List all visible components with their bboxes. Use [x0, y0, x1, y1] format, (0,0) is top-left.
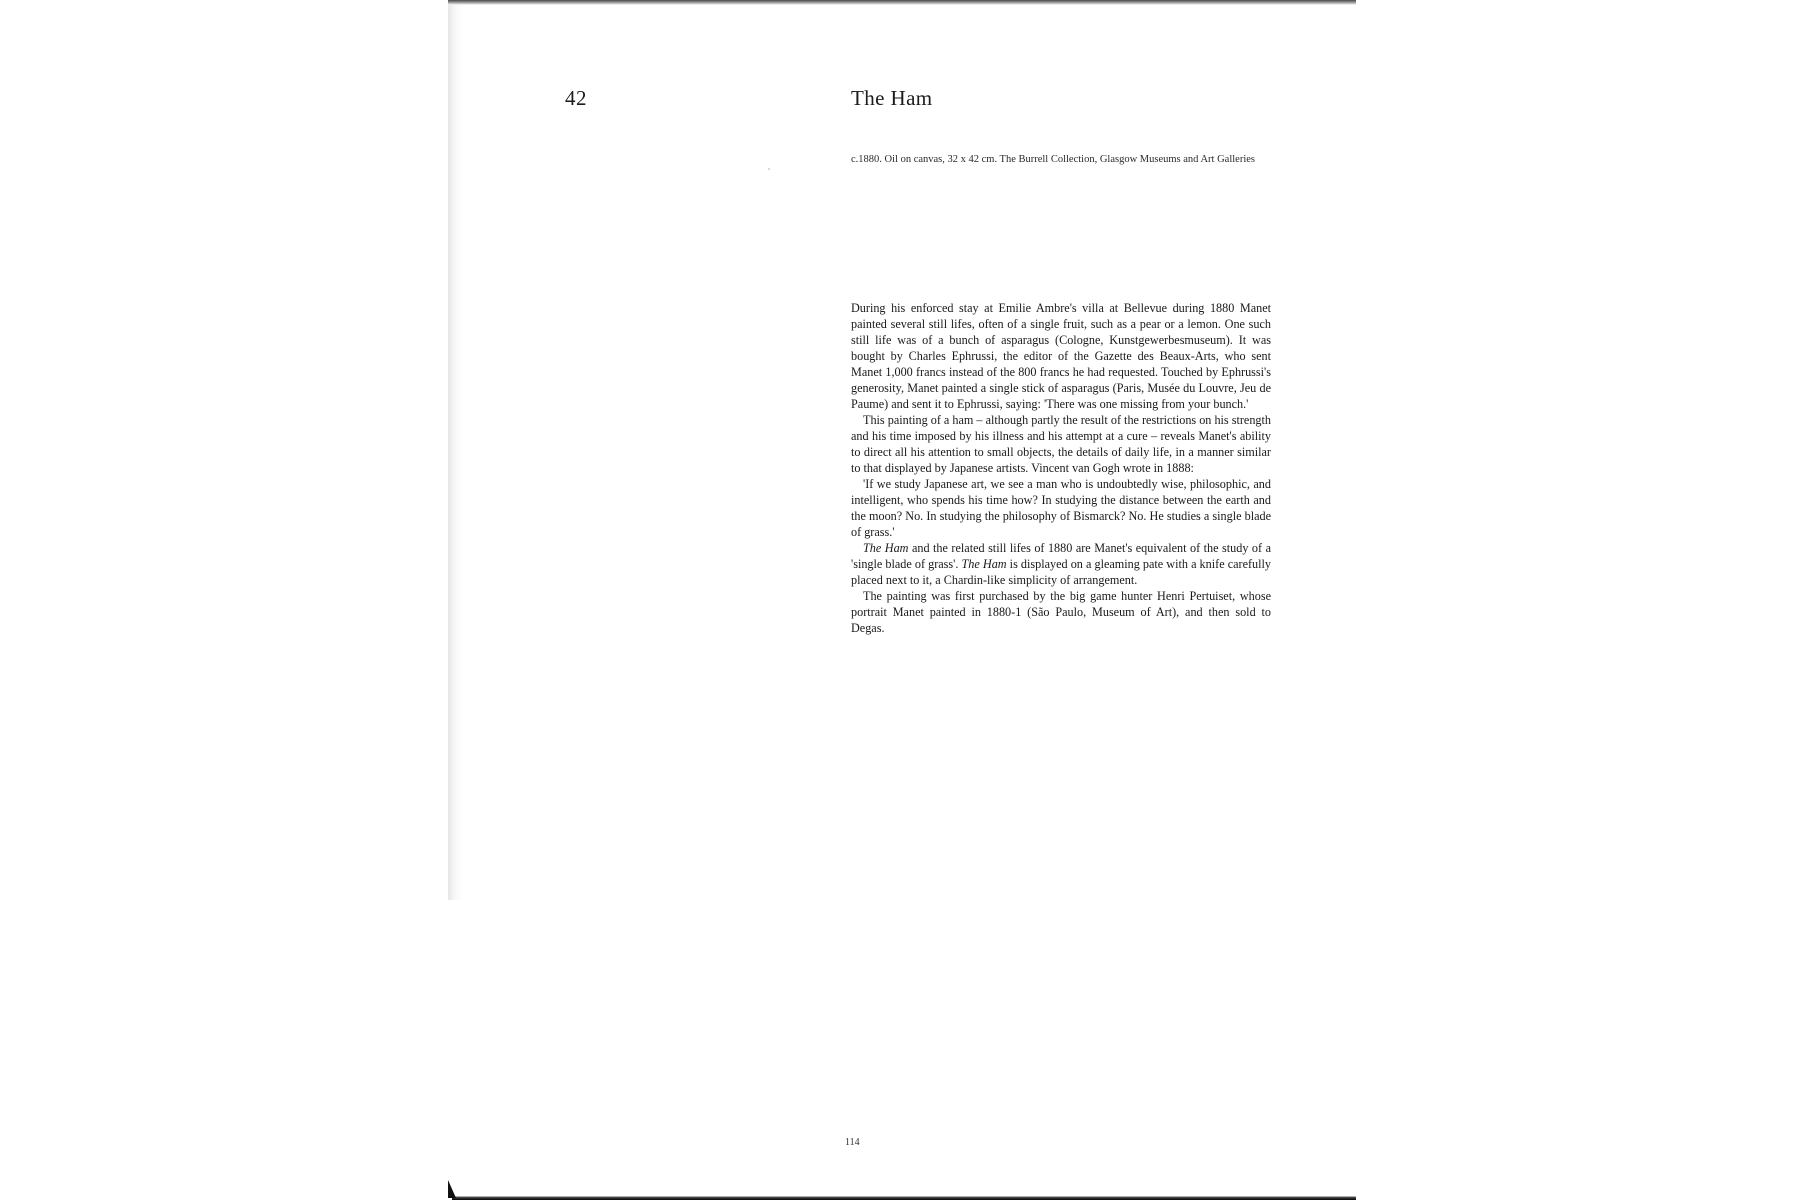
paragraph-4-text-1: and the related still lifes of 1880 are Manet's equivalent of the study of a 'single blade of grass'.	[851, 541, 1271, 571]
paragraph-2: This painting of a ham – although partly the result of the restrictions on his strength and his time imposed by his illness and his attempt at a cure – reveals Manet's ability to direct all his attention to small objects, the details of daily life, in a manner similar to that displayed by Japanese artists. Vincent van Gogh wrote in 1888:	[851, 413, 1271, 475]
italic-title: The Ham	[961, 557, 1007, 571]
paragraph-3-quote: 'If we study Japanese art, we see a man who is undoubtedly wise, philosophic, and intelligent, who spends his time how? In studying the distance between the earth and the moon? No. In studying the philosophy of Bismarck? No. He studies a single blade of grass.'	[851, 477, 1271, 539]
paragraph-4	[851, 540, 1271, 588]
page-top-edge	[448, 0, 1356, 5]
paragraph-4-text-2: is displayed on a gleaming pate with a knife carefully placed next to it, a Chardin-like simplicity of arrangement.	[851, 557, 1271, 587]
paragraph-5: The painting was first purchased by the big game hunter Henri Pertuiset, whose portrait Manet painted in 1880-1 (São Paulo, Museum of Art), and then sold to Degas.	[851, 589, 1271, 635]
page-bottom-edge	[452, 1196, 1356, 1200]
paragraph-1: During his enforced stay at Emilie Ambre's villa at Bellevue during 1880 Manet painted several still lifes, often of a single fruit, such as a pear or a lemon. One such still life was of a bunch of asparagus (Cologne, Kunstgewerbesmuseum). It was bought by Charles Ephrussi, the editor of the Gazette des Beaux-Arts, who sent Manet 1,000 francs instead of the 800 francs he had requested. Touched by Ephrussi's generosity, Manet painted a single stick of asparagus (Paris, Musée du Louvre, Jeu de Paume) and sent it to Ephrussi, saying: 'There was one missing from your bunch.'	[851, 301, 1271, 411]
body-text	[851, 300, 1271, 636]
paper-speck	[768, 168, 770, 170]
plate-number: 42	[565, 86, 587, 110]
artwork-caption: c.1880. Oil on canvas, 32 x 42 cm. The Burrell Collection, Glasgow Museums and Art Galleries	[851, 154, 1255, 165]
corner-mark	[448, 1180, 456, 1198]
italic-title: The Ham	[863, 541, 909, 555]
gutter-shadow	[448, 0, 462, 900]
page-number: 114	[845, 1137, 860, 1148]
page-title: The Ham	[851, 86, 933, 110]
